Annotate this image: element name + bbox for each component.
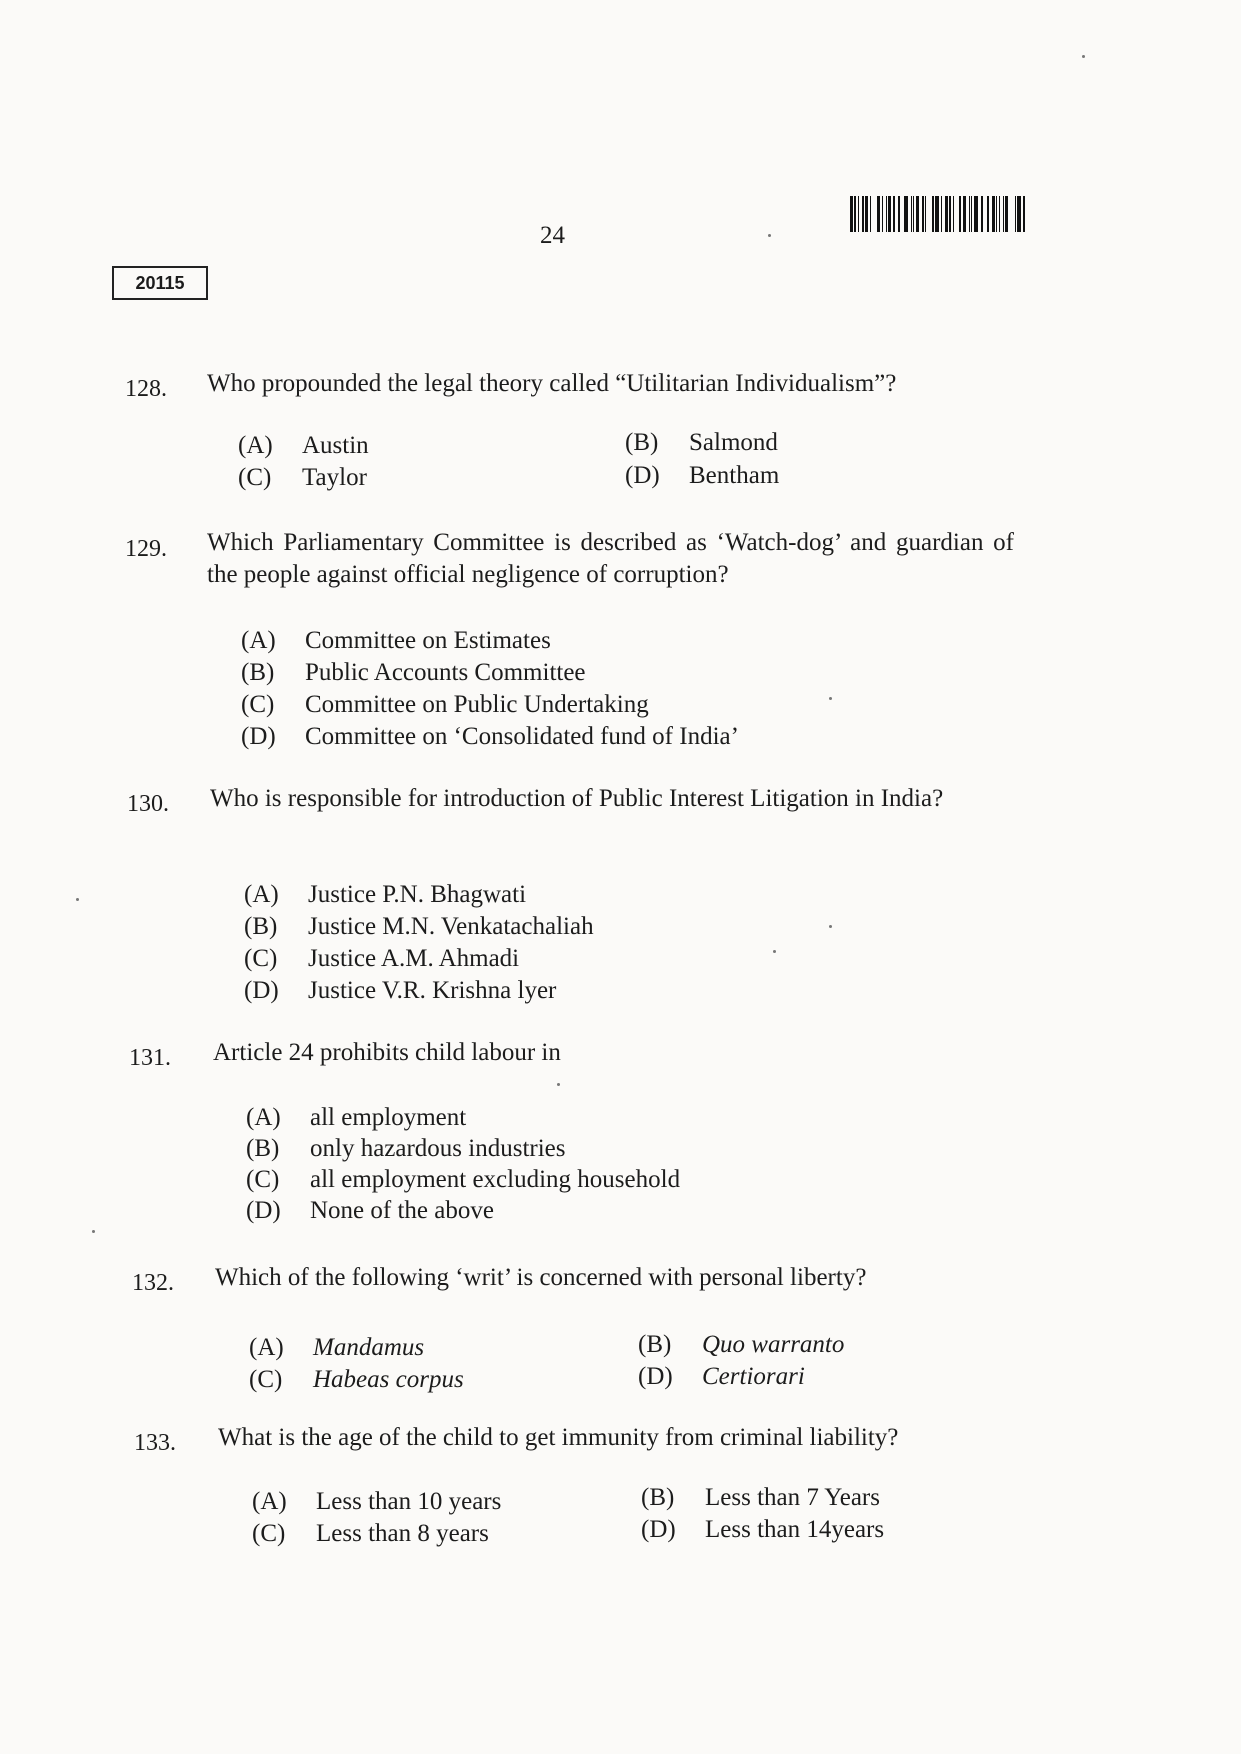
option-d: (D) Committee on ‘Consolidated fund of India’ [241, 723, 739, 750]
option-c: (C) all employment excluding household [246, 1166, 681, 1193]
scan-speck [92, 1230, 95, 1233]
option-a: (A) Austin [238, 432, 369, 459]
scan-speck [768, 234, 771, 237]
option-c: (C) Taylor [238, 464, 367, 491]
scan-speck [829, 697, 832, 700]
option-a: (A) Committee on Estimates [241, 627, 551, 654]
option-b: (B) Justice M.N. Venkatachaliah [244, 913, 594, 940]
scan-speck [76, 898, 79, 901]
question-text: What is the age of the child to get immunity from criminal liability? [218, 1424, 899, 1451]
question-text: Who propounded the legal theory called “Utilitarian Individualism”? [207, 370, 897, 397]
question-text: Which Parliamentary Committee is described as ‘Watch-dog’ and guardian of the people against official negligence of corruption? [207, 529, 1014, 588]
question-number: 133. [134, 1430, 176, 1456]
question-number: 129. [125, 536, 167, 562]
option-b: (B) Quo warranto [638, 1331, 845, 1358]
option-b: (B) Less than 7 Years [641, 1484, 880, 1511]
paper-code-box: 20115 [112, 266, 208, 300]
option-a: (A) Mandamus [249, 1334, 425, 1361]
option-c: (C) Justice A.M. Ahmadi [244, 945, 520, 972]
option-a: (A) Less than 10 years [252, 1488, 502, 1515]
option-d: (D) Certiorari [638, 1363, 805, 1390]
question-number: 128. [125, 376, 167, 402]
option-c: (C) Committee on Public Undertaking [241, 691, 649, 718]
option-b: (B) Public Accounts Committee [241, 659, 586, 686]
option-d: (D) Justice V.R. Krishna lyer [244, 977, 557, 1004]
option-a: (A) all employment [246, 1104, 467, 1131]
question-number: 131. [129, 1045, 171, 1071]
question-text: Article 24 prohibits child labour in [213, 1039, 561, 1066]
option-b: (B) only hazardous industries [246, 1135, 566, 1162]
option-d: (D) Bentham [625, 462, 780, 489]
option-a: (A) Justice P.N. Bhagwati [244, 881, 527, 908]
option-d: (D) None of the above [246, 1197, 494, 1224]
scan-speck [773, 950, 776, 953]
barcode-icon [850, 196, 1028, 232]
option-d: (D) Less than 14years [641, 1516, 885, 1543]
option-c: (C) Habeas corpus [249, 1366, 464, 1393]
scan-speck [829, 925, 832, 928]
page-number: 24 [540, 222, 565, 249]
scan-speck [1082, 55, 1085, 58]
scan-speck [557, 1083, 560, 1086]
option-b: (B) Salmond [625, 429, 778, 456]
option-c: (C) Less than 8 years [252, 1520, 489, 1547]
question-number: 132. [132, 1270, 174, 1296]
question-text: Who is responsible for introduction of Public Interest Litigation in India? [210, 785, 944, 812]
question-number: 130. [127, 791, 169, 817]
question-text: Which of the following ‘writ’ is concerned with personal liberty? [215, 1264, 867, 1291]
